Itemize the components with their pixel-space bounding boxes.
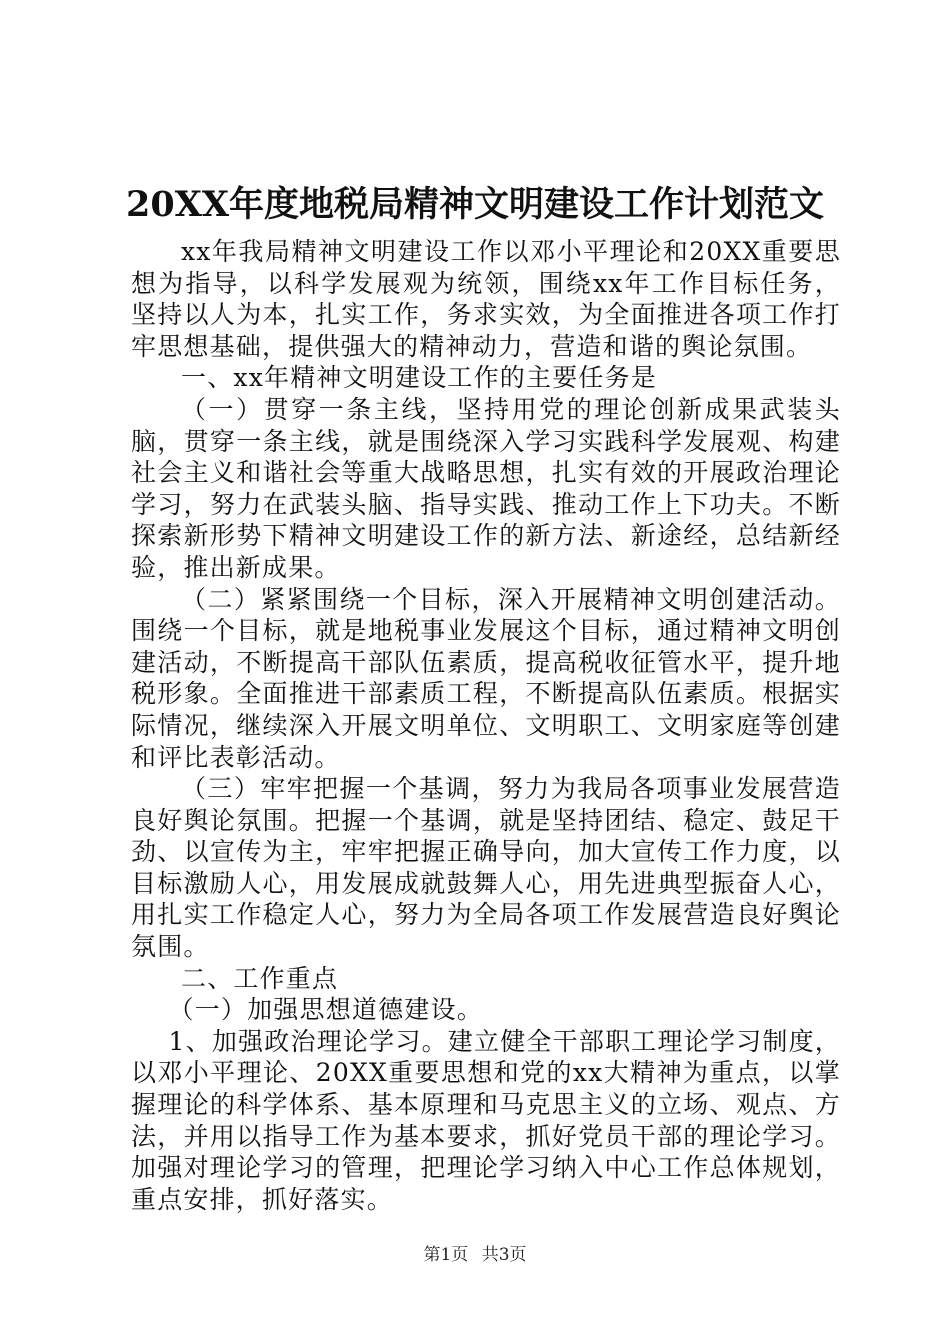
paragraph-task-1: （一）贯穿一条主线，坚持用党的理论创新成果武装头脑，贯穿一条主线，就是围绕深入学习实践科学发展观、构建社会主义和谐社会等重大战略思想，扎实有效的开展政治理论学习，努力在武装头脑、指导实践、推动工作上下功夫。不断探索新形势下精神文明建设工作的新方法、新途经，总结新经验，推出新成果。 — [131, 394, 841, 582]
section-heading-2: 二、工作重点 — [181, 963, 339, 993]
document-body — [131, 236, 841, 1215]
paragraph-intro: xx年我局精神文明建设工作以邓小平理论和20XX重要思想为指导，以科学发展观为统领，围绕xx年工作目标任务，坚持以人为本，扎实工作，务求实效，为全面推进各项工作打牢思想基础，提供强大的精神动力，营造和谐的舆论氛围。 — [131, 237, 841, 361]
page-total: 共3页 — [481, 1245, 527, 1265]
paragraph-task-3: （三）牢牢把握一个基调，努力为我局各项事业发展营造良好舆论氛围。把握一个基调，就是坚持团结、稳定、鼓足干劲、以宣传为主，牢牢把握正确导向，加大宣传工作力度，以目标激励人心，用发展成就鼓舞人心，用先进典型振奋人心，用扎实工作稳定人心，努力为全局各项工作发展营造良好舆论氛围。 — [131, 774, 841, 962]
document-title: 20XX年度地税局精神文明建设工作计划范文 — [125, 184, 825, 225]
paragraph-task-2: （二）紧紧围绕一个目标，深入开展精神文明创建活动。围绕一个目标，就是地税事业发展这个目标，通过精神文明创建活动，不断提高干部队伍素质，提高税收征管水平，提升地税形象。全面推进干部素质工程，不断提高队伍素质。根据实际情况，继续深入开展文明单位、文明职工、文明家庭等创建和评比表彰活动。 — [131, 584, 841, 772]
subsection-heading-1: （一）加强思想道德建设。 — [168, 995, 483, 1025]
page-footer — [0, 1243, 950, 1267]
page-number: 第1页 — [423, 1245, 469, 1265]
paragraph-item-1: 1、加强政治理论学习。建立健全干部职工理论学习制度，以邓小平理论、20XX重要思想和党的xx大精神为重点，以掌握理论的科学体系、基本原理和马克思主义的立场、观点、方法，并用以指导工作为基本要求，抓好党员干部的理论学习。加强对理论学习的管理，把理论学习纳入中心工作总体规划，重点安排，抓好落实。 — [131, 1026, 841, 1214]
section-heading-1: 一、xx年精神文明建设工作的主要任务是 — [181, 363, 657, 393]
